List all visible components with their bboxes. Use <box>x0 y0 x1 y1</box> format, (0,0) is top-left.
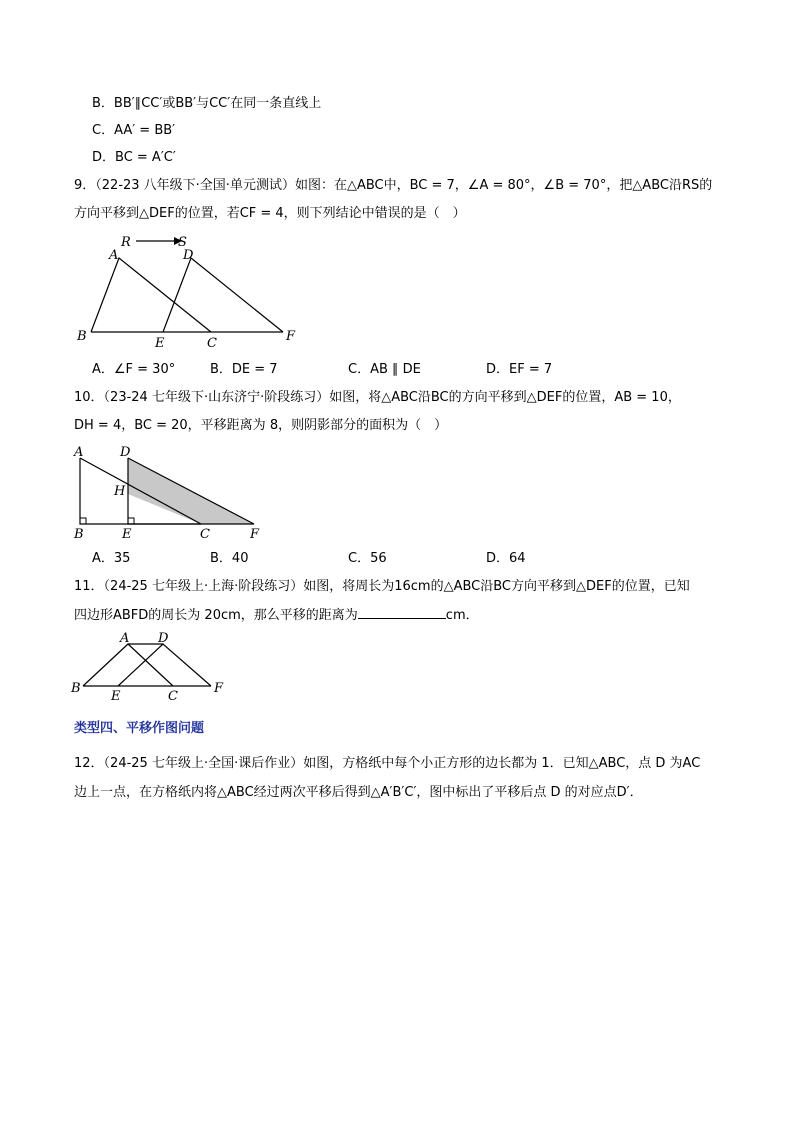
triangle-abc <box>83 644 173 686</box>
triangle-def <box>118 644 211 686</box>
q11-text-before: 四边形ABFD的周长为 20cm，那么平移的距离为 <box>74 608 358 623</box>
right-angle-b <box>80 518 86 524</box>
label-b: B <box>71 681 81 696</box>
q11-text-after: cm． <box>445 608 479 623</box>
right-angle-e <box>128 518 134 524</box>
q10-stem-line1: 10．（23-24 七年级下·山东济宁·阶段练习）如图，将△ABC沿BC的方向平移到△DEF的位置，AB = 10， <box>74 390 681 405</box>
label-c: C <box>207 336 217 351</box>
q10-figure <box>68 442 298 542</box>
option-c: C．AA′ = BB′ <box>92 123 176 138</box>
triangle-abc <box>91 258 211 332</box>
q9-option-c: C．AB ∥ DE <box>348 362 421 377</box>
q10-option-a: A．35 <box>92 551 131 566</box>
q12-stem-line1: 12．（24-25 七年级上·全国·课后作业）如图，方格纸中每个小正方形的边长都为 1．已知△ABC，点 D 为AC <box>74 756 701 771</box>
label-c: C <box>200 527 210 542</box>
q10-option-d: D．64 <box>486 551 526 566</box>
label-a: A <box>74 445 84 460</box>
q10-option-c: C．56 <box>348 551 387 566</box>
q9-option-b: B．DE = 7 <box>210 362 278 377</box>
q9-stem-line1: 9．（22-23 八年级下·全国·单元测试）如图：在△ABC中，BC = 7，∠A = 80°，∠B = 70°，把△ABC沿RS的 <box>74 178 713 193</box>
answer-blank[interactable] <box>358 606 446 619</box>
label-s: S <box>178 235 187 250</box>
q11-stem-line1: 11．（24-25 七年级上·上海·阶段练习）如图，将周长为16cm的△ABC沿BC方向平移到△DEF的位置，已知 <box>74 579 690 594</box>
triangle-def <box>163 258 283 332</box>
label-b: B <box>74 527 84 542</box>
label-e: E <box>111 689 121 704</box>
label-f: F <box>286 329 296 344</box>
label-d: D <box>120 445 131 460</box>
label-f: F <box>214 681 224 696</box>
label-c: C <box>168 689 178 704</box>
label-a: A <box>120 631 130 646</box>
q9-option-d: D．EF = 7 <box>486 362 553 377</box>
label-h: H <box>114 484 126 499</box>
label-a: A <box>109 248 119 263</box>
label-f: F <box>250 527 260 542</box>
q10-option-b: B．40 <box>210 551 249 566</box>
q11-figure <box>68 628 238 704</box>
q9-option-a: A．∠F = 30° <box>92 362 176 377</box>
label-e: E <box>122 527 132 542</box>
label-r: R <box>121 235 131 250</box>
option-d: D．BC = A′C′ <box>92 150 176 165</box>
label-d: D <box>158 631 169 646</box>
label-d: D <box>183 248 194 263</box>
label-e: E <box>155 336 165 351</box>
label-b: B <box>77 329 87 344</box>
section-heading: 类型四、平移作图问题 <box>74 721 205 736</box>
q12-stem-line2: 边上一点，在方格纸内将△ABC经过两次平移后得到△A′B′C′，图中标出了平移后点 D 的对应点D′． <box>74 785 643 800</box>
q9-stem-line2: 方向平移到△DEF的位置，若CF = 4，则下列结论中错误的是（ ） <box>74 206 466 221</box>
q10-stem-line2: DH = 4，BC = 20，平移距离为 8，则阴影部分的面积为（ ） <box>74 418 448 433</box>
q9-figure <box>70 228 310 353</box>
q11-stem-line2 <box>74 606 479 624</box>
option-b: B．BB′∥CC′或BB′与CC′在同一条直线上 <box>92 96 322 111</box>
